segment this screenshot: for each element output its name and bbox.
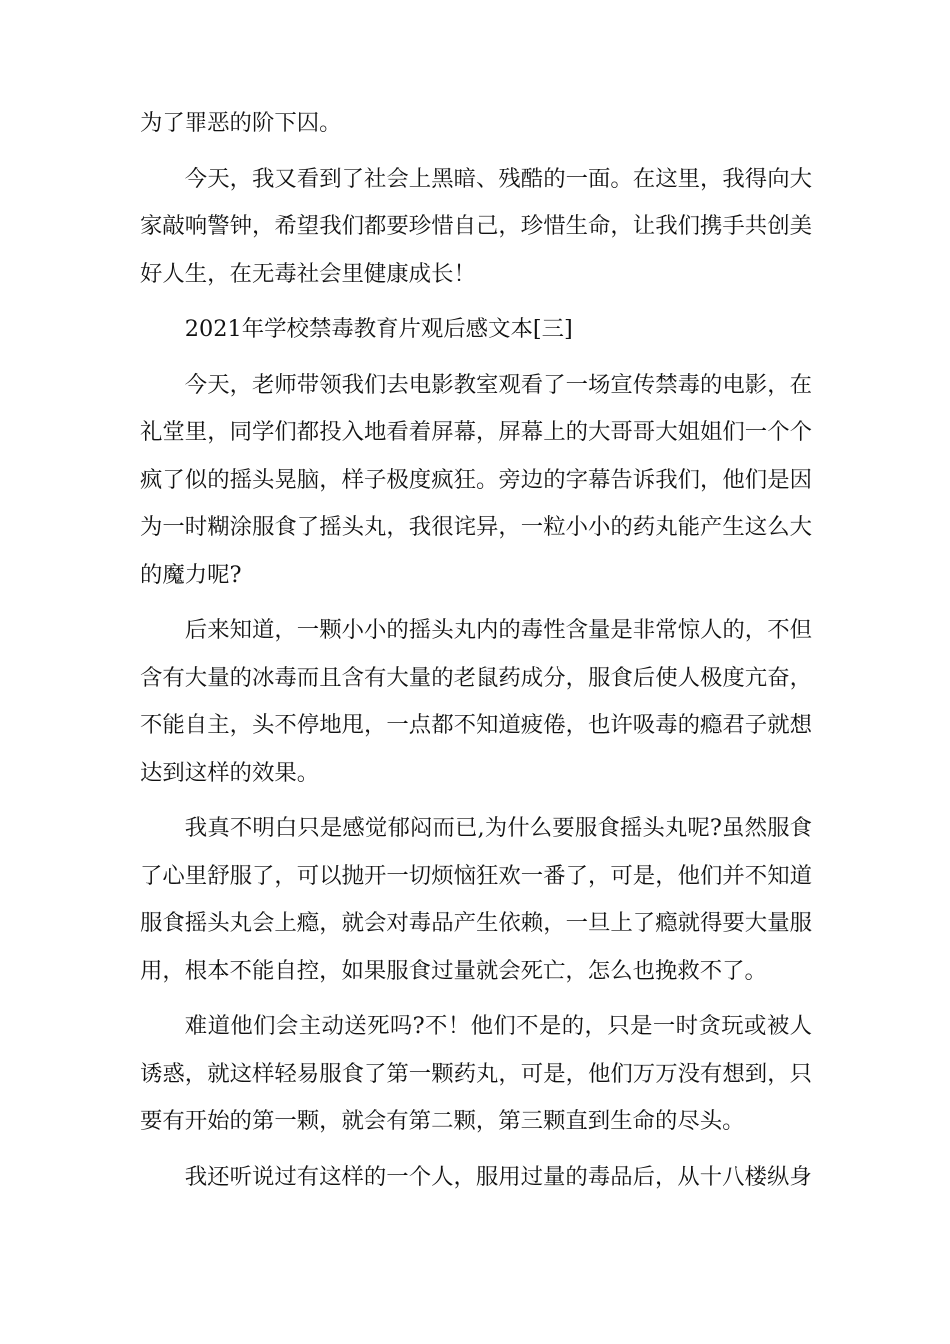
paragraph-continuation: 为了罪恶的阶下囚。 xyxy=(140,110,342,136)
paragraph: 今天，老师带领我们去电影教室观看了一场宣传禁毒的电影，在礼堂里，同学们都投入地看着屏幕，屏幕上的大哥哥大姐姐们一个个疯了似的摇头晃脑，样子极度疯狂。旁边的字幕告诉我们，他们是因为一时糊涂服食了摇头丸，我很诧异，一粒小小的药丸能产生这么大的魔力呢? xyxy=(140,371,812,588)
paragraph: 我真不明白只是感觉郁闷而已,为什么要服食摇头丸呢?虽然服食了心里舒服了，可以抛开一切烦恼狂欢一番了，可是，他们并不知道服食摇头丸会上瘾，就会对毒品产生依赖，一旦上了瘾就得要大量服用，根本不能自控，如果服食过量就会死亡，怎么也挽救不了。 xyxy=(140,815,812,984)
document-body xyxy=(140,100,812,1209)
paragraph: 难道他们会主动送死吗?不！他们不是的，只是一时贪玩或被人诱惑，就这样轻易服食了第一颗药丸，可是，他们万万没有想到，只要有开始的第一颗，就会有第二颗，第三颗直到生命的尽头。 xyxy=(140,1013,812,1134)
paragraph: 今天，我又看到了社会上黑暗、残酷的一面。在这里，我得向大家敲响警钟，希望我们都要珍惜自己，珍惜生命，让我们携手共创美好人生，在无毒社会里健康成长！ xyxy=(140,165,812,287)
section-heading: 2021年学校禁毒教育片观后感文本[三] xyxy=(184,316,573,342)
paragraph: 我还听说过有这样的一个人，服用过量的毒品后，从十八楼纵身 xyxy=(184,1163,812,1190)
paragraph: 后来知道，一颗小小的摇头丸内的毒性含量是非常惊人的，不但含有大量的冰毒而且含有大量的老鼠药成分，服食后使人极度亢奋，不能自主，头不停地甩，一点都不知道疲倦，也许吸毒的瘾君子就想达到这样的效果。 xyxy=(140,617,812,786)
